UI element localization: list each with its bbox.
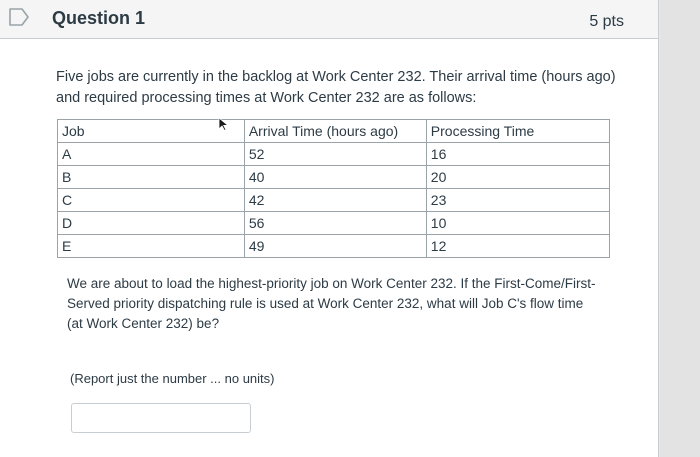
answer-instructions: (Report just the number ... no units) [70,371,275,386]
table-cell: 20 [426,166,609,189]
table-cell: 52 [244,143,426,166]
answer-input[interactable] [71,403,251,433]
table-row [58,235,610,258]
table-row [58,143,610,166]
table-cell: 56 [244,212,426,235]
table-cell: 10 [426,212,609,235]
question-points: 5 pts [589,13,624,30]
question-intro-text: Five jobs are currently in the backlog at Work Center 232. Their arrival time (hours ago) and required processing times at Work Center 232 are as follows: [56,69,616,106]
table-cell: 23 [426,189,609,212]
table-cell: D [58,212,245,235]
flag-question-icon[interactable] [8,7,30,27]
table-header-row [58,120,610,143]
table-cell: A [58,143,245,166]
table-cell: B [58,166,245,189]
table-header-cell: Job [58,120,245,143]
table-cell: 40 [244,166,426,189]
table-cell: 16 [426,143,609,166]
question-title: Question 1 [52,8,146,28]
background-strip [660,0,700,457]
table-cell: C [58,189,245,212]
table-cell: 49 [244,235,426,258]
table-row [58,166,610,189]
mouse-cursor-icon [218,117,230,131]
table-cell: E [58,235,245,258]
question-header [0,0,658,39]
table-row [58,189,610,212]
table-cell: 12 [426,235,609,258]
table-cell: 42 [244,189,426,212]
table-row [58,212,610,235]
table-header-cell: Arrival Time (hours ago) [244,120,426,143]
question-prompt-text: We are about to load the highest-priority job on Work Center 232. If the First-Come/First-Served priority dispatching rule is used at Work Center 232, what will Job C's flow time (at Work Center 232) be? [67,276,596,331]
table-header-cell: Processing Time [426,120,609,143]
jobs-table [57,119,610,258]
